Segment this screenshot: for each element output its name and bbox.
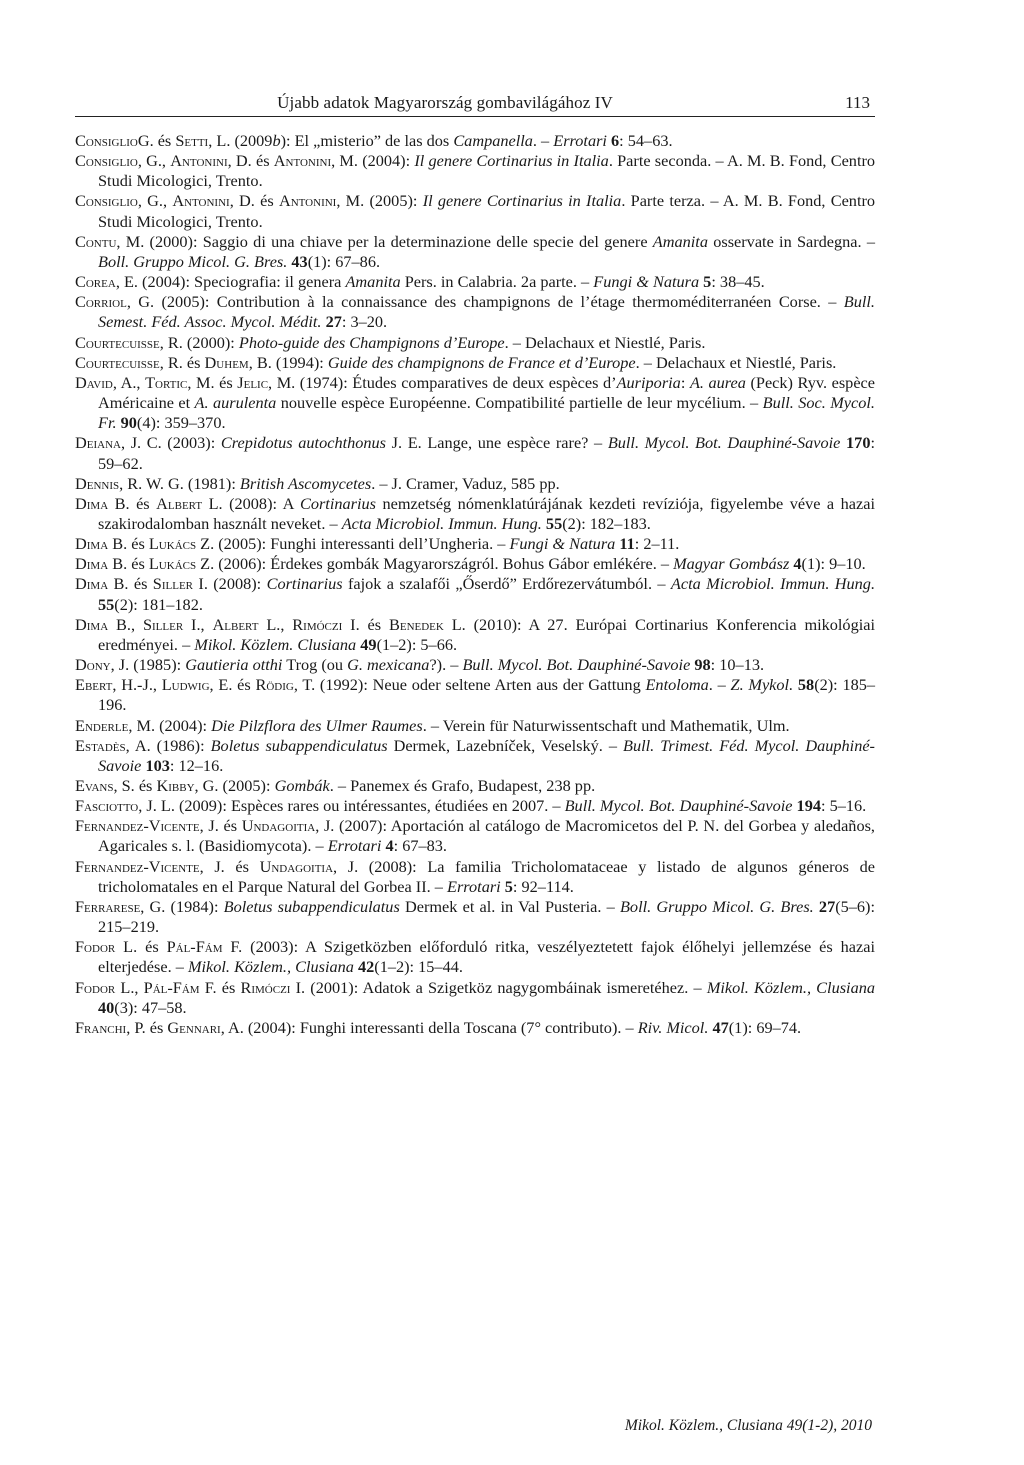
page-number: 113 (845, 93, 870, 112)
running-header (75, 92, 875, 117)
author-name: Setti (175, 131, 209, 150)
reference-text: : 92–114. (512, 876, 574, 896)
reference-text: B. és (108, 554, 149, 574)
footer-citation: Mikol. Közlem., Clusiana 49(1-2), 2010 (624, 1417, 872, 1434)
reference-entry (75, 373, 875, 433)
reference-entry (75, 333, 875, 353)
italic-text: Bull. Mycol. Bot. Dauphiné-Savoie (564, 796, 793, 816)
reference-text: (5–6): 215–219. (98, 896, 876, 937)
author-name: Dima (75, 614, 109, 634)
italic-text: Gautieria otthi (185, 655, 283, 675)
reference-text: , J. L. (2009): Espèces rares ou intéressantes, étudiées en 2007. – (138, 796, 565, 816)
reference-entry (75, 978, 875, 1018)
reference-entry (75, 897, 875, 937)
reference-text: , J. (2008): La familia Tricholomataceae y listado de algunos géneros de tricholomatales en el Parque Natural del Gorbea II. – (98, 856, 876, 896)
reference-text: : 3–20. (341, 312, 388, 332)
volume-number: 5 (500, 876, 513, 896)
author-name: Dima (75, 493, 109, 513)
italic-text: Die Pilzflora des Ulmer Raumes (211, 715, 423, 735)
italic-text: Acta Microbiol. Immun. Hung. (670, 574, 876, 594)
italic-text: Z. Mykol. (730, 675, 794, 695)
author-name: Albert (156, 493, 203, 513)
reference-text: . – Delachaux et Niestlé, Paris. (504, 332, 706, 352)
italic-text: Auriporia (616, 372, 681, 392)
reference-text: nouvelle espèce Européenne. Compatibilité partielle de leur mycélium. – (276, 393, 763, 413)
reference-text: , A., (112, 372, 146, 392)
reference-text: (1–2): 15–44. (374, 957, 463, 977)
italic-text: Bull. Soc. Mycol. Fr. (98, 393, 875, 433)
reference-text: : 10–13. (710, 655, 765, 675)
reference-text: . Parte seconda. – A. M. B. Fond, Centro Studi Micologici, Trento. (98, 151, 876, 191)
author-name: Rödig (255, 675, 294, 695)
reference-entry (75, 131, 875, 151)
reference-entry (75, 232, 875, 272)
reference-text: B. és (108, 574, 153, 594)
reference-text: , M. (1974): Études comparatives de deux espèces d’ (268, 372, 617, 392)
reference-text: Dermek et al. in Val Pusteria. – (399, 896, 620, 916)
reference-entry (75, 494, 875, 534)
reference-text: , A. (1986): (125, 735, 211, 755)
reference-entry (75, 474, 875, 494)
reference-text: , B. (1994): (248, 352, 328, 372)
reference-entry (75, 937, 875, 977)
reference-entry (75, 736, 875, 776)
author-name: Lukács (148, 534, 197, 554)
author-name: Consiglio (75, 191, 138, 211)
reference-text: . – Delachaux et Niestlé, Paris. (635, 352, 837, 372)
author-name: Fasciotto (75, 796, 139, 816)
reference-entry (75, 272, 875, 292)
reference-text: I. és (342, 614, 389, 634)
author-name: Undagoitia (241, 816, 316, 836)
volume-number: 170 (840, 433, 871, 453)
author-name: Fodor (75, 937, 116, 957)
reference-text: , E. és (209, 675, 256, 695)
reference-text: : 12–16. (169, 755, 224, 775)
volume-number: 194 (792, 796, 821, 816)
italic-text: Il genere Cortinarius in Italia (422, 191, 622, 211)
reference-text: . Parte terza. – A. M. B. Fond, Centro Studi Micologici, Trento. (98, 191, 876, 231)
reference-text: , M. és (187, 372, 238, 392)
reference-text: F. és (199, 977, 241, 997)
volume-number: 90 (116, 413, 137, 433)
author-name: Corriol (75, 292, 127, 312)
reference-text: Trog (ou (282, 655, 348, 675)
reference-text: G. és (137, 131, 176, 150)
reference-text: ): El „misterio” de las dos (280, 131, 454, 150)
volume-number: 5 (699, 272, 712, 292)
volume-number: 49 (356, 634, 377, 654)
reference-text: , R. (2000): (159, 332, 239, 352)
volume-number: 11 (615, 534, 635, 554)
reference-text: , G. (2005): Contribution à la connaissance des champignons de l’étage thermoméditerranéen Corse. – (126, 292, 844, 312)
author-name: Pál-Fám (143, 977, 200, 997)
reference-entry (75, 655, 875, 675)
author-name: Antonini (278, 191, 337, 211)
reference-text: . – (532, 131, 554, 150)
volume-number: 40 (98, 997, 115, 1017)
italic-text: Boll. Gruppo Micol. G. Bres. (619, 896, 814, 916)
italic-text: b (272, 131, 281, 150)
author-name: Siller (152, 574, 194, 594)
volume-number: 98 (690, 655, 711, 675)
author-name: Fernandez-Vicente (75, 856, 200, 876)
reference-text: , D. és (229, 191, 279, 211)
italic-text: Guide des champignons de France et d’Europe (327, 352, 636, 372)
volume-number: 55 (98, 594, 115, 614)
author-name: Albert (212, 614, 259, 634)
author-name: Corea (75, 272, 116, 292)
author-name: Lukács (148, 554, 197, 574)
italic-text: Cortinarius (266, 574, 343, 594)
reference-text: . – Panemex és Grafo, Budapest, 238 pp. (329, 776, 596, 795)
reference-entry (75, 574, 875, 614)
reference-text: , R. W. G. (1981): (119, 473, 240, 493)
reference-text: , R. és (159, 352, 205, 372)
author-name: Antonini (273, 151, 332, 171)
italic-text: Bull. Mycol. Bot. Dauphiné-Savoie (607, 433, 841, 453)
author-name: Jelic (237, 372, 269, 392)
volume-number: 4 (381, 836, 394, 856)
author-name: Benedek (388, 614, 444, 634)
italic-text: Entoloma (645, 675, 709, 695)
reference-text: fajok a szalafői „Őserdő” Erdőrezervátumból. – (342, 574, 671, 594)
author-name: Evans (75, 776, 114, 795)
reference-text: I., (183, 614, 213, 634)
reference-text: , J. és (199, 816, 242, 836)
volume-number: 103 (141, 755, 170, 775)
italic-text: G. mexicana (347, 655, 430, 675)
author-name: Deiana (75, 433, 121, 453)
author-name: Fernandez-Vicente (75, 816, 200, 836)
italic-text: Magyar Gombász (673, 554, 790, 574)
italic-text: Fungi & Natura (593, 272, 700, 292)
reference-text: L. és (115, 937, 167, 957)
author-name: David (75, 372, 113, 392)
italic-text: Mikol. Közlem. Clusiana (194, 634, 357, 654)
reference-text: L., (258, 614, 293, 634)
reference-text: Z. (2006): Érdekes gombák Magyarországról. Bohus Gábor emlékére. – (196, 554, 674, 574)
volume-number: 27 (813, 896, 836, 916)
reference-text: B., (108, 614, 143, 634)
author-name: Consiglio (75, 131, 138, 150)
volume-number: 47 (708, 1017, 729, 1037)
reference-text: , D. és (227, 151, 274, 171)
reference-entry (75, 191, 875, 231)
author-name: Dima (75, 574, 109, 594)
italic-text: Boletus subappendiculatus (223, 896, 400, 916)
reference-text: L., (115, 977, 144, 997)
reference-text: B. és (108, 493, 157, 513)
volume-number: 4 (789, 554, 802, 574)
author-name: Enderle (75, 715, 129, 735)
reference-text: : (680, 372, 690, 392)
volume-number: 55 (541, 513, 563, 533)
italic-text: Campanella (453, 131, 533, 150)
volume-number: 58 (793, 675, 815, 695)
reference-entry (75, 353, 875, 373)
reference-text: nemzetség nómenklatúrájának kezdeti revíziója, figyelembe véve a hazai szakirodalomban használt neveket. – (98, 493, 875, 533)
reference-text: J. E. Lange, une espèce rare? – (386, 433, 608, 453)
volume-number: 43 (287, 251, 308, 271)
italic-text: Fungi & Natura (509, 534, 616, 554)
reference-text: , J. C. (2003): (120, 433, 221, 453)
reference-text: , M. (2004): (128, 715, 212, 735)
reference-text: , J. (2007): Aportación al catálogo de Macromicetos del P. N. del Gorbea y aledaños, Agaricales s. l. (Basidiomycota). – (98, 816, 875, 856)
reference-text: . – (708, 675, 731, 695)
author-name: Antonini (172, 191, 230, 211)
author-name: Pál-Fám (166, 937, 223, 957)
reference-text: , P. és (126, 1017, 168, 1037)
reference-text: : 59–62. (98, 433, 875, 473)
reference-text: , H.-J., (112, 675, 162, 695)
reference-text: (2): 181–182. (114, 594, 203, 614)
author-name: Consiglio (75, 151, 138, 171)
reference-text: (2): 182–183. (562, 513, 651, 533)
italic-text: Amanita (345, 272, 401, 292)
italic-text: Photo-guide des Champignons d’Europe (238, 332, 505, 352)
reference-text: , J. és (199, 856, 260, 876)
author-name: Antonini (170, 151, 228, 171)
reference-text: . – Verein für Naturwissentschaft und Mathematik, Ulm. (422, 715, 790, 735)
reference-text: , M. (2000): Saggio di una chiave per la determinazione delle specie del genere (116, 231, 653, 251)
reference-text: , M. (2005): (336, 191, 423, 211)
reference-text: : 54–63. (619, 131, 673, 150)
reference-text: , J. (1985): (110, 655, 186, 675)
author-name: Dima (75, 554, 109, 574)
reference-text: , G. (2005): (194, 776, 275, 795)
running-title: Újabb adatok Magyarország gombavilágához IV (277, 93, 613, 112)
reference-entry (75, 151, 875, 191)
reference-entry (75, 534, 875, 554)
italic-text: Il genere Cortinarius in Italia (414, 151, 609, 171)
reference-text: (Peck) Ryv. espèce Américaine et (98, 372, 876, 413)
volume-number: 42 (353, 957, 375, 977)
author-name: Dennis (75, 473, 120, 493)
author-name: Rimóczi (240, 977, 291, 997)
reference-text: , A. (2004): Funghi interessanti della Toscana (7° contributo). – (220, 1017, 638, 1037)
author-name: Fodor (75, 977, 116, 997)
reference-entry (75, 615, 875, 655)
reference-text: Pers. in Calabria. 2a parte. – (400, 272, 594, 292)
author-name: Ebert (75, 675, 113, 695)
reference-text: I. (2008): (193, 574, 267, 594)
reference-text: : 38–45. (711, 272, 765, 292)
reference-text: , S. és (113, 776, 157, 795)
italic-text: Mikol. Közlem., Clusiana (187, 957, 354, 977)
author-name: Tortic (145, 372, 188, 392)
reference-text: (3): 47–58. (114, 997, 187, 1017)
italic-text: Amanita (652, 231, 708, 251)
reference-text: , L. (2009 (208, 131, 273, 150)
italic-text: Bull. Trimest. Féd. Mycol. Dauphiné-Savoie (98, 735, 875, 775)
reference-text: , G., (137, 151, 171, 171)
italic-text: Gombák (274, 776, 330, 795)
reference-entry (75, 776, 875, 796)
author-name: Ferrarese (75, 896, 141, 916)
author-name: Ludwig (161, 675, 210, 695)
reference-text: : 2–11. (634, 534, 680, 554)
author-name: Estadès (75, 735, 126, 755)
reference-entry (75, 1018, 875, 1038)
italic-text: A. aurulenta (194, 393, 277, 413)
reference-list (75, 131, 875, 1038)
italic-text: Bull. Mycol. Bot. Dauphiné-Savoie (462, 655, 691, 675)
author-name: Kibby (156, 776, 195, 795)
reference-entry (75, 554, 875, 574)
author-name: Courtecuisse (75, 332, 160, 352)
volume-number: 27 (321, 312, 342, 332)
reference-text: Dermek, Lazebníček, Veselský. – (387, 735, 624, 755)
reference-text: osservate in Sardegna. – (707, 231, 875, 251)
reference-entry (75, 433, 875, 473)
reference-text: I. (2001): Adatok a Szigetköz nagygombáinak ismeretéhez. – (290, 977, 707, 997)
author-name: Siller (142, 614, 184, 634)
reference-text: (4): 359–370. (136, 413, 226, 433)
reference-text: (1): 69–74. (728, 1017, 802, 1037)
reference-entry (75, 675, 875, 715)
reference-text: F. (2003): A Szigetközben előforduló ritka, veszélyeztetett fajok élőhelyi jellemzése és hazai elterjedése. – (98, 937, 875, 977)
volume-number: 6 (606, 131, 620, 150)
reference-text: ?). – (429, 655, 463, 675)
reference-text: : 5–16. (820, 796, 867, 816)
author-name: Contu (75, 231, 117, 251)
reference-text: L. (2008): A (202, 493, 300, 513)
reference-text: (2): 185–196. (98, 675, 876, 715)
reference-entry (75, 816, 875, 856)
reference-text: . – J. Cramer, Vaduz, 585 pp. (371, 473, 560, 493)
reference-entry (75, 857, 875, 897)
reference-entry (75, 292, 875, 332)
author-name: Undagoitia (259, 856, 334, 876)
italic-text: Boletus subappendiculatus (210, 735, 388, 755)
reference-text: , M. (2004): (331, 151, 415, 171)
italic-text: Bull. Semest. Féd. Assoc. Mycol. Médit. (98, 292, 875, 332)
reference-text: (1–2): 5–66. (376, 634, 458, 654)
italic-text: Errotari (327, 836, 382, 856)
reference-entry (75, 796, 875, 816)
italic-text: Acta Microbiol. Immun. Hung. (341, 513, 542, 533)
italic-text: Crepidotus autochthonus (220, 433, 387, 453)
reference-text: : 67–83. (393, 836, 447, 856)
reference-text: , G., (137, 191, 173, 211)
italic-text: Riv. Micol. (637, 1017, 709, 1037)
italic-text: A. aurea (689, 372, 746, 392)
italic-text: Errotari (553, 131, 607, 150)
reference-text: , T. (1992): Neue oder seltene Arten aus der Gattung (293, 675, 646, 695)
reference-text: , E. (2004): Speciografia: il genera (115, 272, 346, 292)
reference-text: (1): 9–10. (801, 554, 866, 574)
reference-entry (75, 716, 875, 736)
italic-text: Mikol. Közlem., Clusiana (706, 977, 875, 997)
italic-text: Cortinarius (299, 493, 376, 513)
italic-text: Errotari (447, 876, 501, 896)
reference-text: (1): 67–86. (307, 251, 381, 271)
author-name: Courtecuisse (75, 352, 160, 372)
author-name: Dony (75, 655, 111, 675)
italic-text: Boll. Gruppo Micol. G. Bres. (98, 251, 288, 271)
reference-text: Z. (2005): Funghi interessanti dell’Ungheria. – (196, 534, 510, 554)
author-name: Duhem (204, 352, 249, 372)
reference-text: L. (2010): A 27. Európai Cortinarius Konferencia mikológiai eredményei. – (98, 614, 875, 654)
reference-text: B. és (108, 534, 149, 554)
author-name: Franchi (75, 1017, 127, 1037)
reference-text: , G. (1984): (140, 896, 224, 916)
author-name: Dima (75, 534, 109, 554)
italic-text: British Ascomycetes (239, 473, 372, 493)
author-name: Rimóczi (292, 614, 343, 634)
author-name: Gennari (167, 1017, 221, 1037)
